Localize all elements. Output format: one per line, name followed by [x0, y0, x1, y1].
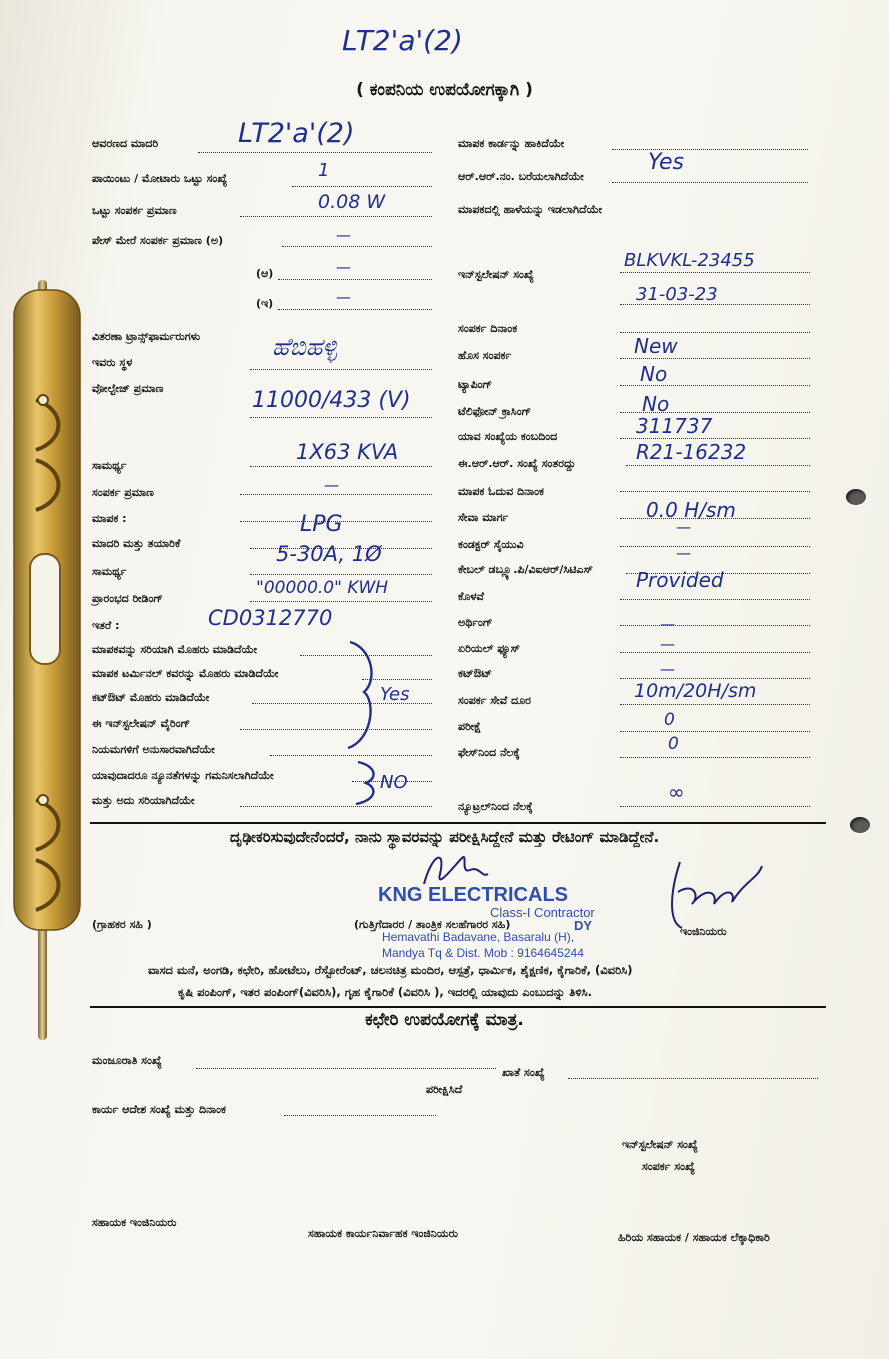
right-value-13: — [676, 518, 691, 536]
checklist-item-6: ಮತ್ತು ಅದು ಸರಿಯಾಗಿದೆಯೇ [92, 794, 195, 807]
right-value-7: No [640, 362, 668, 386]
right-value-10: R21-16232 [636, 440, 747, 464]
right-value-17: — [660, 635, 675, 653]
left-label-8: ವೋಲ್ಟೇಜ್ ಪ್ರಮಾಣ [92, 382, 164, 395]
right-label-2: ಮಾಪಕದಲ್ಲಿ ಹಾಳೆಯನ್ನು ಇಡಲಾಗಿದೆಯೇ [458, 203, 602, 216]
right-label-12: ಸೇವಾ ಮಾರ್ಗ [458, 511, 509, 524]
left-label-6: ವಿತರಣಾ ಟ್ರಾನ್ಸ್‌ಫಾರ್ಮರುಗಳು [92, 330, 201, 343]
left-label-15: ಇತರೆ : [92, 619, 120, 632]
office-connection-label: ಸಂಪರ್ಕ ಸಂಖ್ಯೆ [642, 1160, 695, 1173]
left-label-4: (ಆ) [256, 267, 274, 280]
left-label-12: ಮಾದರಿ ಮತ್ತು ತಯಾರಿಕೆ [92, 537, 181, 550]
right-label-17: ಏರಿಯಲ್ ಫ್ಯೂಸ್ [458, 642, 520, 655]
contractor-signature-label: (ಗುತ್ತಿಗೆದಾರರ / ತಾಂತ್ರಿಕ ಸಲಹೆಗಾರರ ಸಹಿ) [354, 918, 511, 931]
left-value-14: "00000.0" KWH [256, 578, 389, 598]
left-value-7: ಹೆಬಿಹಳ್ಳಿ [272, 333, 337, 361]
file-fastener [6, 280, 96, 1040]
right-label-16: ಅರ್ಥಿಂಗ್ [458, 616, 493, 629]
left-value-5: — [336, 288, 351, 306]
right-value-1: Yes [648, 150, 685, 175]
right-label-3: ಇನ್‌ಸ್ಟಲೇಷನ್ ಸಂಖ್ಯೆ [458, 268, 534, 281]
right-value-22: ∞ [668, 780, 685, 804]
checklist-item-0: ಮಾಪಕವನ್ನು ಸರಿಯಾಗಿ ಮೊಹರು ಮಾಡಿದೆಯೇ [92, 643, 257, 656]
right-value-4: 31-03-23 [636, 284, 718, 305]
right-value-8: No [642, 392, 670, 416]
right-label-13: ಕಂಡಕ್ಟರ್ ಸೈಯುವಿ [458, 538, 524, 551]
left-label-11: ಮಾಪಕ : [92, 512, 127, 525]
checklist-yes-answer: Yes [380, 684, 410, 705]
left-label-3: ಪೇಸ್ ಮೇರೆ ಸಂಪರ್ಕ ಪ್ರಮಾಣ (ಅ) [92, 234, 224, 247]
office-installation-label: ಇನ್‌ಸ್ಟಲೇಷನ್ ಸಂಖ್ಯೆ [622, 1138, 698, 1151]
left-label-2: ಒಟ್ಟು ಸಂಪರ್ಕ ಪ್ರಮಾಣ [92, 204, 177, 217]
left-value-4: — [336, 258, 351, 276]
checklist-no-brace [352, 760, 380, 806]
right-value-21: 0 [668, 734, 679, 754]
engineer-signature-label: ಇಂಜಿನಿಯರು [680, 925, 727, 938]
right-label-8: ಟೆಲಿಫೋನ್ ಕ್ರಾಸಿಂಗ್ [458, 405, 532, 418]
right-label-19: ಸಂಪರ್ಕ ಸೇವೆ ದೂರ [458, 694, 531, 707]
left-label-0: ಆವರಣದ ಮಾದರಿ [92, 137, 159, 150]
office-account-label: ಖಾತೆ ಸಂಖ್ಯೆ [502, 1066, 545, 1079]
right-label-5: ಸಂಪರ್ಕ ದಿನಾಂಕ [458, 322, 518, 335]
office-approval-label: ಮಂಜೂರಾತಿ ಸಂಖ್ಯೆ [92, 1054, 162, 1067]
page-subtitle: ( ಕಂಪನಿಯ ಉಪಯೋಗಕ್ಕಾಗಿ ) [356, 80, 533, 100]
stamp-class: Class-I Contractor [490, 905, 595, 920]
declaration-text: ದೃಢೀಕರಿಸುವುದೇನೆಂದರೆ, ನಾನು ಸ್ಥಾವರವನ್ನು ಪರೀಕ್ಷಿಸಿದ್ದೇನೆ ಮತ್ತು ರೇಟಿಂಗ್ ಮಾಡಿದ್ದೇನೆ. [229, 828, 660, 846]
left-value-15: CD0312770 [208, 606, 333, 630]
right-label-1: ಆರ್.ಆರ್.ನಂ. ಬರೆಯಲಾಗಿದೆಯೇ [458, 170, 584, 183]
left-label-1: ಪಾಯಿಂಟು / ಮೋಟಾರು ಒಟ್ಟು ಸಂಖ್ಯೆ [92, 172, 228, 185]
right-value-12: 0.0 H/sm [646, 498, 736, 522]
checklist-no-answer: NO [380, 772, 408, 793]
checklist-item-1: ಮಾಪಕ ಟರ್ಮಿನಲ್ ಕವರನ್ನು ಮೊಹರು ಮಾಡಿದೆಯೇ [92, 667, 279, 680]
right-value-16: — [660, 615, 675, 633]
right-value-18: — [660, 660, 675, 678]
checklist-item-4: ನಿಯಮಗಳಿಗೆ ಅನುಸಾರವಾಗಿದೆಯೇ [92, 743, 215, 756]
left-value-11: LPG [300, 512, 343, 537]
right-label-7: ಟ್ಯಾಪಿಂಗ್ [458, 378, 493, 391]
left-label-7: ಇವರು ಸ್ಥಳ [92, 356, 133, 369]
right-label-22: ನ್ಯೂಟ್ರಲ್‌ನಿಂದ ನೆಲಕ್ಕೆ [458, 800, 533, 813]
right-label-10: ಈ.ಆರ್.ಆರ್. ಸಂಖ್ಯೆ ಸಂತರದ್ದು [458, 457, 576, 470]
stamp-address-1: Hemavathi Badavane, Basaralu (H), [382, 930, 575, 944]
consumer-signature-label: (ಗ್ರಾಹಕರ ಸಹಿ ) [92, 918, 152, 931]
left-label-9: ಸಾಮರ್ಥ್ಯ [92, 459, 127, 472]
left-value-8: 11000/433 (V) [252, 388, 411, 413]
usage-text-2: ಕೃಷಿ ಪಂಪಿಂಗ್, ಇತರ ಪಂಪಿಂಗ್(ವಿವರಿಸಿ), ಗೃಹ ಕೈಗಾರಿಕೆ (ವಿವರಿಸಿ ), ಇದರಲ್ಲಿ ಯಾವುದು ಎಂಬುದನ್ನು ತಿಳಿಸಿ. [178, 985, 593, 999]
checklist-item-2: ಕಟ್‌ಔಟ್ ಮೊಹರು ಮಾಡಿದೆಯೇ [92, 691, 210, 704]
punch-hole-bottom [850, 817, 870, 833]
footer-assistant-exec-engineer: ಸಹಾಯಕ ಕಾರ್ಯನಿರ್ವಾಹಕ ಇಂಜಿನಿಯರು [308, 1227, 459, 1240]
punch-hole-top [846, 489, 866, 505]
engineer-signature [660, 852, 770, 932]
right-label-9: ಯಾವ ಸಂಖ್ಯೆಯ ಕಂಬದಿಂದ [458, 430, 558, 443]
right-value-19: 10m/20H/sm [634, 680, 757, 702]
footer-accounts-officer: ಹಿರಿಯ ಸಹಾಯಕ / ಸಹಾಯಕ ಲೆಕ್ಕಾಧಿಕಾರಿ [618, 1231, 770, 1244]
right-label-11: ಮಾಪಕ ಓದುವ ದಿನಾಂಕ [458, 485, 544, 498]
footer-assistant-engineer: ಸಹಾಯಕ ಇಂಜಿನಿಯರು [92, 1216, 177, 1229]
right-value-15: Provided [636, 568, 724, 592]
right-label-0: ಮಾಪಕ ಕಾರ್ಡನ್ನು ಹಾಕಿದೆಯೇ [458, 137, 565, 150]
right-label-6: ಹೊಸ ಸಂಪರ್ಕ [458, 349, 512, 362]
left-value-9: 1X63 KVA [296, 440, 399, 464]
right-label-21: ಫೇಸ್‌ನಿಂದ ನೆಲಕ್ಕೆ [458, 746, 520, 759]
left-label-10: ಸಂಪರ್ಕ ಪ್ರಮಾಣ [92, 486, 154, 499]
left-value-12: 5-30A, 1Ø [276, 542, 382, 566]
checklist-yes-brace [342, 640, 378, 750]
stamp-owner: DY [574, 918, 593, 933]
right-value-3: BLKVKL-23455 [624, 250, 755, 271]
checklist-item-5: ಯಾವುದಾದರೂ ನ್ಯೂನತೆಗಳನ್ನು ಗಮನಿಸಲಾಗಿದೆಯೇ [92, 769, 274, 782]
left-label-13: ಸಾಮರ್ಥ್ಯ [92, 565, 127, 578]
left-value-3: — [336, 226, 351, 244]
right-label-20: ಪರೀಕ್ಷೆ [458, 720, 482, 733]
left-label-14: ಪ್ರಾರಂಭದ ರೀಡಿಂಗ್ [92, 592, 163, 605]
stamp-address-2: Mandya Tq & Dist. Mob : 9164645244 [382, 946, 584, 960]
left-value-1: 1 [318, 160, 330, 181]
right-label-14: ಕೇಬಲ್ ಡಬ್ಲ್ಯೂ.ಪಿ/ವಿಐಆರ್/ಸಿಟಿಎಸ್ [458, 563, 593, 576]
right-value-20: 0 [664, 710, 675, 730]
right-value-9: 311737 [636, 414, 713, 438]
right-label-18: ಕಟ್‌ಔಟ್ [458, 667, 492, 680]
stamp-name: KNG ELECTRICALS [378, 884, 568, 906]
office-work-order-label: ಕಾರ್ಯ ಆದೇಶ ಸಂಖ್ಯೆ ಮತ್ತು ದಿನಾಂಕ [92, 1103, 226, 1116]
right-label-15: ಕೊಳವೆ [458, 590, 484, 603]
office-checked-label: ಪರೀಕ್ಷಿಸಿದೆ [426, 1083, 463, 1096]
top-handwritten-title: LT2'a'(2) [342, 24, 463, 57]
right-value-14: — [676, 544, 691, 562]
right-value-6: New [634, 334, 678, 358]
left-value-10: — [324, 476, 339, 494]
usage-text-1: ವಾಸದ ಮನೆ, ಅಂಗಡಿ, ಕಛೇರಿ, ಹೋಟೆಲು, ರೆಸ್ಟೋರೆಂಟ್, ಚಲನಚಿತ್ರ ಮಂದಿರ, ಆಸ್ಪತ್ರೆ, ಧಾರ್ಮಿಕ, ಶೈಕ್ಷಣಿಕ, ಕೈಗಾರಿಕೆ, (ವಿವರಿಸಿ) [148, 963, 633, 977]
left-value-2: 0.08 W [318, 191, 386, 213]
left-label-5: (ಇ) [256, 297, 274, 310]
checklist-item-3: ಈ ಇನ್‌ಸ್ಟಲೇಷನ್ ವೈರಿಂಗ್ [92, 717, 191, 730]
office-use-title: ಕಛೇರಿ ಉಪಯೋಗಕ್ಕೆ ಮಾತ್ರ. [365, 1010, 524, 1030]
left-value-0: LT2'a'(2) [238, 118, 355, 149]
